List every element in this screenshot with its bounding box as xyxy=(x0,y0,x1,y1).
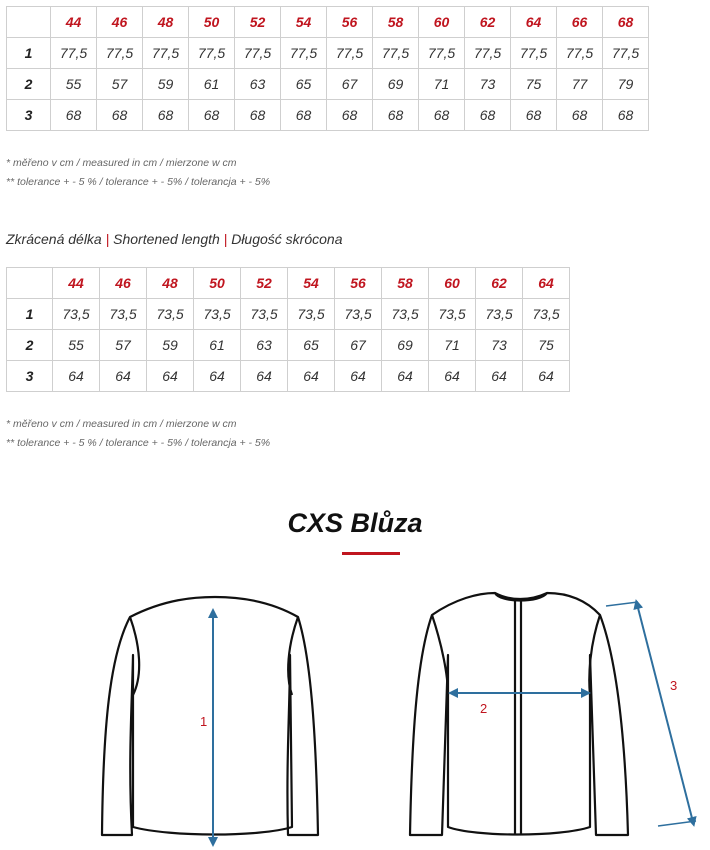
measurement-cell: 68 xyxy=(189,100,235,131)
size-header-cell: 54 xyxy=(281,7,327,38)
size-header-cell: 66 xyxy=(557,7,603,38)
measurement-cell: 73 xyxy=(476,330,523,361)
heading-en: Shortened length xyxy=(113,231,220,247)
size-header-cell: 52 xyxy=(241,268,288,299)
measurement-cell: 77,5 xyxy=(51,38,97,69)
measurement-cell: 73,5 xyxy=(100,299,147,330)
size-header-cell: 56 xyxy=(327,7,373,38)
size-header-cell: 62 xyxy=(476,268,523,299)
size-table-standard xyxy=(6,6,649,131)
measurement-cell: 73,5 xyxy=(382,299,429,330)
measurement-cell: 73,5 xyxy=(194,299,241,330)
measurement-cell: 75 xyxy=(511,69,557,100)
measurement-cell: 64 xyxy=(147,361,194,392)
measurement-cell: 64 xyxy=(241,361,288,392)
measurement-cell: 73,5 xyxy=(241,299,288,330)
row-label: 2 xyxy=(7,69,51,100)
measurement-cell: 64 xyxy=(194,361,241,392)
size-header-cell: 46 xyxy=(97,7,143,38)
size-header-cell: 56 xyxy=(335,268,382,299)
measurement-cell: 64 xyxy=(523,361,570,392)
measurement-cell: 64 xyxy=(476,361,523,392)
size-header-cell: 62 xyxy=(465,7,511,38)
heading-cz: Zkrácená délka xyxy=(6,231,102,247)
measurement-cell: 77,5 xyxy=(603,38,649,69)
measurement-cell: 61 xyxy=(194,330,241,361)
measurement-cell: 77 xyxy=(557,69,603,100)
measurement-cell: 68 xyxy=(465,100,511,131)
size-header-cell: 48 xyxy=(147,268,194,299)
measurement-row xyxy=(7,69,649,100)
sleeve-bottom-tick xyxy=(658,821,696,826)
measurement-cell: 73,5 xyxy=(335,299,382,330)
measurement-cell: 73,5 xyxy=(523,299,570,330)
measurement-cell: 64 xyxy=(53,361,100,392)
measurement-cell: 77,5 xyxy=(281,38,327,69)
row-label: 3 xyxy=(7,361,53,392)
measurement-cell: 77,5 xyxy=(465,38,511,69)
measurement-cell: 65 xyxy=(281,69,327,100)
size-header-cell: 50 xyxy=(194,268,241,299)
corner-cell xyxy=(7,7,51,38)
measurement-cell: 64 xyxy=(429,361,476,392)
length-label: 1 xyxy=(200,714,208,729)
measurement-cell: 64 xyxy=(288,361,335,392)
measurement-cell: 59 xyxy=(143,69,189,100)
measurement-cell: 57 xyxy=(100,330,147,361)
sleeve-top-tick xyxy=(606,602,638,606)
measurement-cell: 71 xyxy=(419,69,465,100)
size-header-cell: 60 xyxy=(429,268,476,299)
measurement-cell: 68 xyxy=(511,100,557,131)
size-header-cell: 50 xyxy=(189,7,235,38)
size-header-row xyxy=(7,7,649,38)
jacket-measurement-diagram xyxy=(0,585,710,850)
measurement-cell: 59 xyxy=(147,330,194,361)
measurement-cell: 55 xyxy=(53,330,100,361)
measurement-cell: 68 xyxy=(327,100,373,131)
measurement-cell: 69 xyxy=(373,69,419,100)
row-label: 1 xyxy=(7,38,51,69)
measurement-cell: 77,5 xyxy=(419,38,465,69)
measurement-cell: 75 xyxy=(523,330,570,361)
row-label: 3 xyxy=(7,100,51,131)
measurement-cell: 68 xyxy=(419,100,465,131)
measurement-cell: 73 xyxy=(465,69,511,100)
measurement-cell: 64 xyxy=(382,361,429,392)
chest-label: 2 xyxy=(480,701,488,716)
size-header-cell: 58 xyxy=(382,268,429,299)
measurement-cell: 63 xyxy=(235,69,281,100)
row-label: 1 xyxy=(7,299,53,330)
measurement-cell: 68 xyxy=(51,100,97,131)
measurement-note: * měřeno v cm / measured in cm / mierzone w cm xyxy=(6,418,237,430)
shortened-length-heading xyxy=(6,231,342,247)
measurement-cell: 67 xyxy=(335,330,382,361)
measurement-cell: 68 xyxy=(557,100,603,131)
measurement-cell: 63 xyxy=(241,330,288,361)
measurement-cell: 64 xyxy=(335,361,382,392)
sleeve-label: 3 xyxy=(670,678,678,693)
size-header-cell: 60 xyxy=(419,7,465,38)
title-underline xyxy=(342,552,400,555)
measurement-cell: 77,5 xyxy=(327,38,373,69)
measurement-cell: 64 xyxy=(100,361,147,392)
size-header-cell: 44 xyxy=(51,7,97,38)
measurement-cell: 68 xyxy=(281,100,327,131)
size-header-cell: 48 xyxy=(143,7,189,38)
measurement-cell: 55 xyxy=(51,69,97,100)
measurement-cell: 77,5 xyxy=(511,38,557,69)
measurement-cell: 77,5 xyxy=(189,38,235,69)
measurement-cell: 68 xyxy=(603,100,649,131)
product-title: CXS Blůza xyxy=(287,508,423,538)
measurement-cell: 68 xyxy=(97,100,143,131)
measurement-row xyxy=(7,330,570,361)
measurement-note: * měřeno v cm / measured in cm / mierzone w cm xyxy=(6,157,237,169)
heading-separator: | xyxy=(105,231,110,247)
measurement-cell: 65 xyxy=(288,330,335,361)
measurement-cell: 73,5 xyxy=(476,299,523,330)
jacket-back-view xyxy=(102,597,318,835)
measurement-row xyxy=(7,299,570,330)
measurement-cell: 73,5 xyxy=(429,299,476,330)
measurement-cell: 57 xyxy=(97,69,143,100)
measurement-cell: 68 xyxy=(373,100,419,131)
measurement-cell: 79 xyxy=(603,69,649,100)
measurement-cell: 77,5 xyxy=(373,38,419,69)
row-label: 2 xyxy=(7,330,53,361)
size-header-cell: 44 xyxy=(53,268,100,299)
size-header-cell: 58 xyxy=(373,7,419,38)
size-header-cell: 68 xyxy=(603,7,649,38)
size-header-cell: 54 xyxy=(288,268,335,299)
corner-cell xyxy=(7,268,53,299)
size-header-row xyxy=(7,268,570,299)
measurement-cell: 77,5 xyxy=(143,38,189,69)
measurement-row xyxy=(7,38,649,69)
measurement-cell: 69 xyxy=(382,330,429,361)
measurement-cell: 73,5 xyxy=(53,299,100,330)
measurement-cell: 73,5 xyxy=(288,299,335,330)
size-table-shortened xyxy=(6,267,570,392)
size-header-cell: 46 xyxy=(100,268,147,299)
heading-pl: Długość skrócona xyxy=(231,231,343,247)
tolerance-note: ** tolerance + - 5 % / tolerance + - 5% / tolerancja + - 5% xyxy=(6,437,271,449)
size-header-cell: 64 xyxy=(523,268,570,299)
heading-separator: | xyxy=(223,231,228,247)
measurement-cell: 73,5 xyxy=(147,299,194,330)
measurement-cell: 77,5 xyxy=(97,38,143,69)
sleeve-measure-line xyxy=(637,604,693,822)
measurement-cell: 68 xyxy=(143,100,189,131)
tolerance-note: ** tolerance + - 5 % / tolerance + - 5% / tolerancja + - 5% xyxy=(6,176,271,188)
size-header-cell: 64 xyxy=(511,7,557,38)
jacket-front-view xyxy=(410,593,628,835)
measurement-cell: 67 xyxy=(327,69,373,100)
measurement-cell: 71 xyxy=(429,330,476,361)
measurement-cell: 77,5 xyxy=(235,38,281,69)
measurement-cell: 68 xyxy=(235,100,281,131)
size-header-cell: 52 xyxy=(235,7,281,38)
measurement-row xyxy=(7,100,649,131)
measurement-cell: 77,5 xyxy=(557,38,603,69)
measurement-row xyxy=(7,361,570,392)
measurement-cell: 61 xyxy=(189,69,235,100)
